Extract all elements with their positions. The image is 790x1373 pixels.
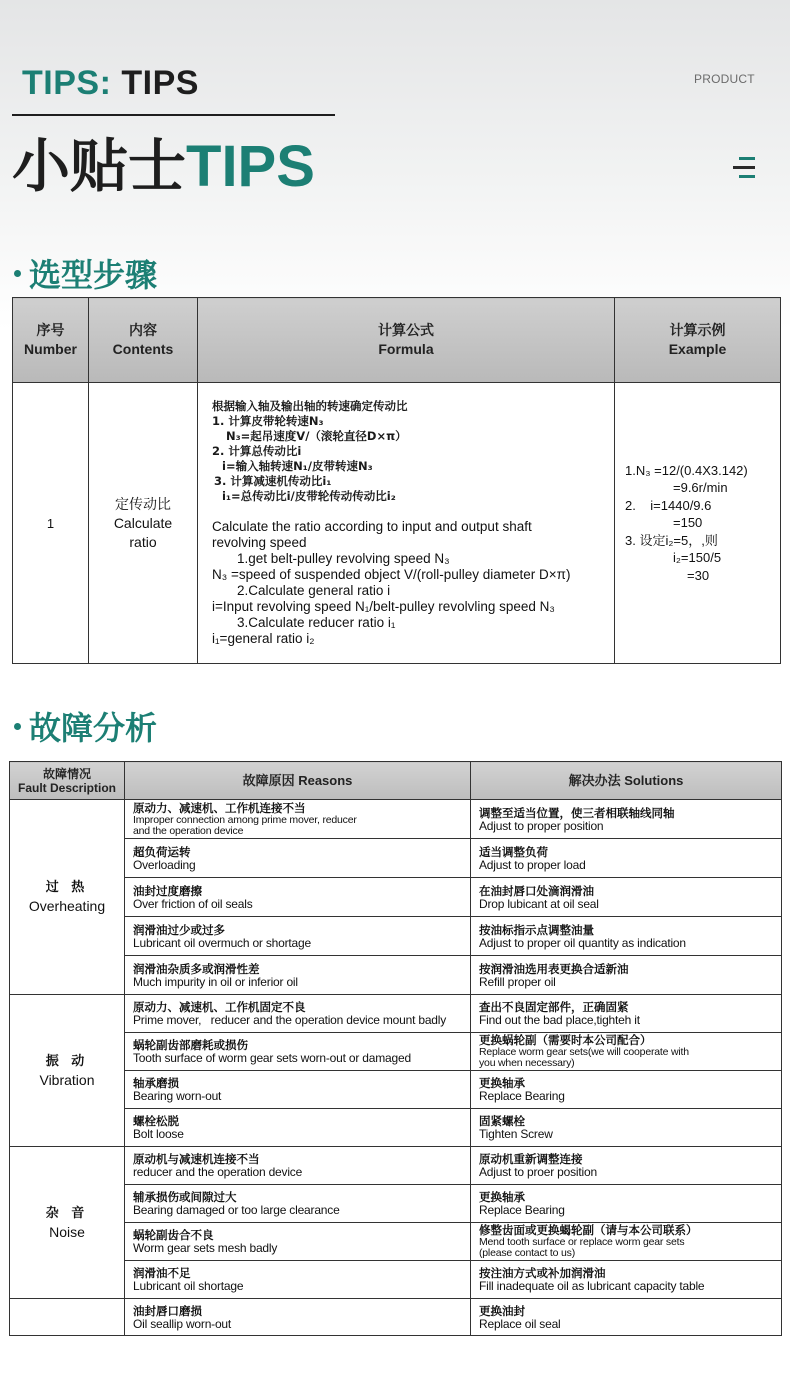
header-number: 序号 Number bbox=[13, 298, 89, 383]
page-title bbox=[12, 132, 315, 202]
reason-cell: 润滑油不足 Lubricant oil shortage bbox=[125, 1261, 471, 1299]
menu-icon[interactable] bbox=[733, 157, 755, 179]
table-row bbox=[10, 1147, 782, 1185]
reason-cell: 轴承磨损 Bearing worn-out bbox=[125, 1071, 471, 1109]
table-row bbox=[10, 1109, 782, 1147]
row-contents: 定传动比 Calculate ratio bbox=[89, 383, 198, 664]
table-row bbox=[10, 917, 782, 956]
solution-cell: 固紧螺栓 Tighten Screw bbox=[471, 1109, 782, 1147]
header-fault: 故障情况 Fault Description bbox=[10, 762, 125, 800]
selection-table-header bbox=[13, 298, 781, 383]
bullet-dot-icon bbox=[14, 270, 21, 277]
reason-cell: 超负荷运转 Overloading bbox=[125, 839, 471, 878]
solution-cell: 按油标指示点调整油量 Adjust to proper oil quantity as indication bbox=[471, 917, 782, 956]
header-formula: 计算公式 Formula bbox=[198, 298, 615, 383]
reason-cell: 原动机与减速机连接不当 reducer and the operation device bbox=[125, 1147, 471, 1185]
row-formula: 根据输入轴及输出轴的转速确定传动比 1. 计算皮带轮转速N₃ N₃=起吊速度V/（滚轮直径D×π） 2. 计算总传动比i i=输入轴转速N₁/皮带转速N₃ 3. 计算减速机传动比i₁ i₁=总传动比i/皮带轮传动传动比i₂ Calculate the ratio according to input and output shaft revolving speed 1.get belt-pulley revolving speed N₃ N₃ =speed of suspended object V/(roll-pulley diameter D×π) 2.Calculate general ratio i i=Input revolving speed N₁/belt-pulley revolvling speed N₃ 3.Calculate reducer ratio i₁ i₁=general ratio i₂ bbox=[198, 383, 615, 664]
section-title-selection: 选型步骤 bbox=[14, 250, 157, 296]
table-row bbox=[10, 800, 782, 839]
row-example: 1.N₃ =12/(0.4X3.142) =9.6r/min 2. i=1440/9.6 =150 3. 设定i₂=5，,则 i₂=150/5 =30 bbox=[615, 383, 781, 664]
title-cn: 小贴士 bbox=[12, 134, 187, 199]
reason-cell: 辅承损伤或间隙过大 Bearing damaged or too large clearance bbox=[125, 1185, 471, 1223]
reason-cell: 原动力、减速机、工作机连接不当 Improper connection among prime mover, reducer and the operation device bbox=[125, 800, 471, 839]
reason-cell: 润滑油杂质多或润滑性差 Much impurity in oil or inferior oil bbox=[125, 956, 471, 995]
table-row bbox=[13, 383, 781, 664]
tips-dark-text: TIPS bbox=[121, 64, 199, 102]
table-row bbox=[10, 1299, 782, 1336]
category-noise: 杂 音 Noise bbox=[10, 1147, 125, 1299]
reason-cell: 润滑油过少或过多 Lubricant oil overmuch or shortage bbox=[125, 917, 471, 956]
category-vibration: 振 动 Vibration bbox=[10, 995, 125, 1147]
bullet-dot-icon bbox=[14, 723, 21, 730]
section-title-fault: 故障分析 bbox=[14, 703, 157, 749]
table-row bbox=[10, 995, 782, 1033]
tips-green-text: TIPS: bbox=[22, 64, 112, 102]
fault-table bbox=[9, 761, 782, 1336]
solution-cell: 原动机重新调整连接 Adjust to proer position bbox=[471, 1147, 782, 1185]
header-rule bbox=[12, 114, 335, 116]
header-example: 计算示例 Example bbox=[615, 298, 781, 383]
reason-cell: 原动力、减速机、工作机固定不良 Prime mover, reducer and the operation device mount badly bbox=[125, 995, 471, 1033]
reason-cell: 蜗轮副齿部磨耗或损伤 Tooth surface of worm gear sets worn-out or damaged bbox=[125, 1033, 471, 1071]
solution-cell: 调整至适当位置，使三者相联轴线同轴 Adjust to proper position bbox=[471, 800, 782, 839]
header-contents: 内容 Contents bbox=[89, 298, 198, 383]
tips-label bbox=[22, 64, 199, 103]
table-row bbox=[10, 878, 782, 917]
table-row bbox=[10, 1071, 782, 1109]
fault-table-header bbox=[10, 762, 782, 800]
reason-cell: 油封唇口磨损 Oil seallip worn-out bbox=[125, 1299, 471, 1336]
row-number: 1 bbox=[13, 383, 89, 664]
solution-cell: 更换轴承 Replace Bearing bbox=[471, 1071, 782, 1109]
table-row bbox=[10, 839, 782, 878]
category-empty bbox=[10, 1299, 125, 1336]
solution-cell: 更换蜗轮副（需要时本公司配合） Replace worm gear sets(we will cooperate with you when necessary) bbox=[471, 1033, 782, 1071]
table-row bbox=[10, 956, 782, 995]
title-en: TIPS bbox=[186, 134, 315, 199]
solution-cell: 更换轴承 Replace Bearing bbox=[471, 1185, 782, 1223]
reason-cell: 蜗轮副齿合不良 Worm gear sets mesh badly bbox=[125, 1223, 471, 1261]
table-row bbox=[10, 1223, 782, 1261]
solution-cell: 在油封唇口处滴润滑油 Drop lubicant at oil seal bbox=[471, 878, 782, 917]
solution-cell: 更换油封 Replace oil seal bbox=[471, 1299, 782, 1336]
selection-table bbox=[12, 297, 781, 664]
solution-cell: 修整齿面或更换蝎轮副（请与本公司联系） Mend tooth surface or replace worm gear sets (please contact to us) bbox=[471, 1223, 782, 1261]
header-reasons: 故障原因 Reasons bbox=[125, 762, 471, 800]
product-label: PRODUCT bbox=[694, 72, 755, 86]
reason-cell: 螺栓松脱 Bolt loose bbox=[125, 1109, 471, 1147]
header-solutions: 解决办法 Solutions bbox=[471, 762, 782, 800]
solution-cell: 按润滑油选用表更换合适新油 Refill proper oil bbox=[471, 956, 782, 995]
table-row bbox=[10, 1185, 782, 1223]
category-overheating: 过 热 Overheating bbox=[10, 800, 125, 995]
reason-cell: 油封过度磨擦 Over friction of oil seals bbox=[125, 878, 471, 917]
table-row bbox=[10, 1261, 782, 1299]
solution-cell: 适当调整负荷 Adjust to proper load bbox=[471, 839, 782, 878]
solution-cell: 按注油方式或补加润滑油 Fill inadequate oil as lubricant capacity table bbox=[471, 1261, 782, 1299]
table-row bbox=[10, 1033, 782, 1071]
solution-cell: 查出不良固定部件，正确固紧 Find out the bad place,tighteh it bbox=[471, 995, 782, 1033]
